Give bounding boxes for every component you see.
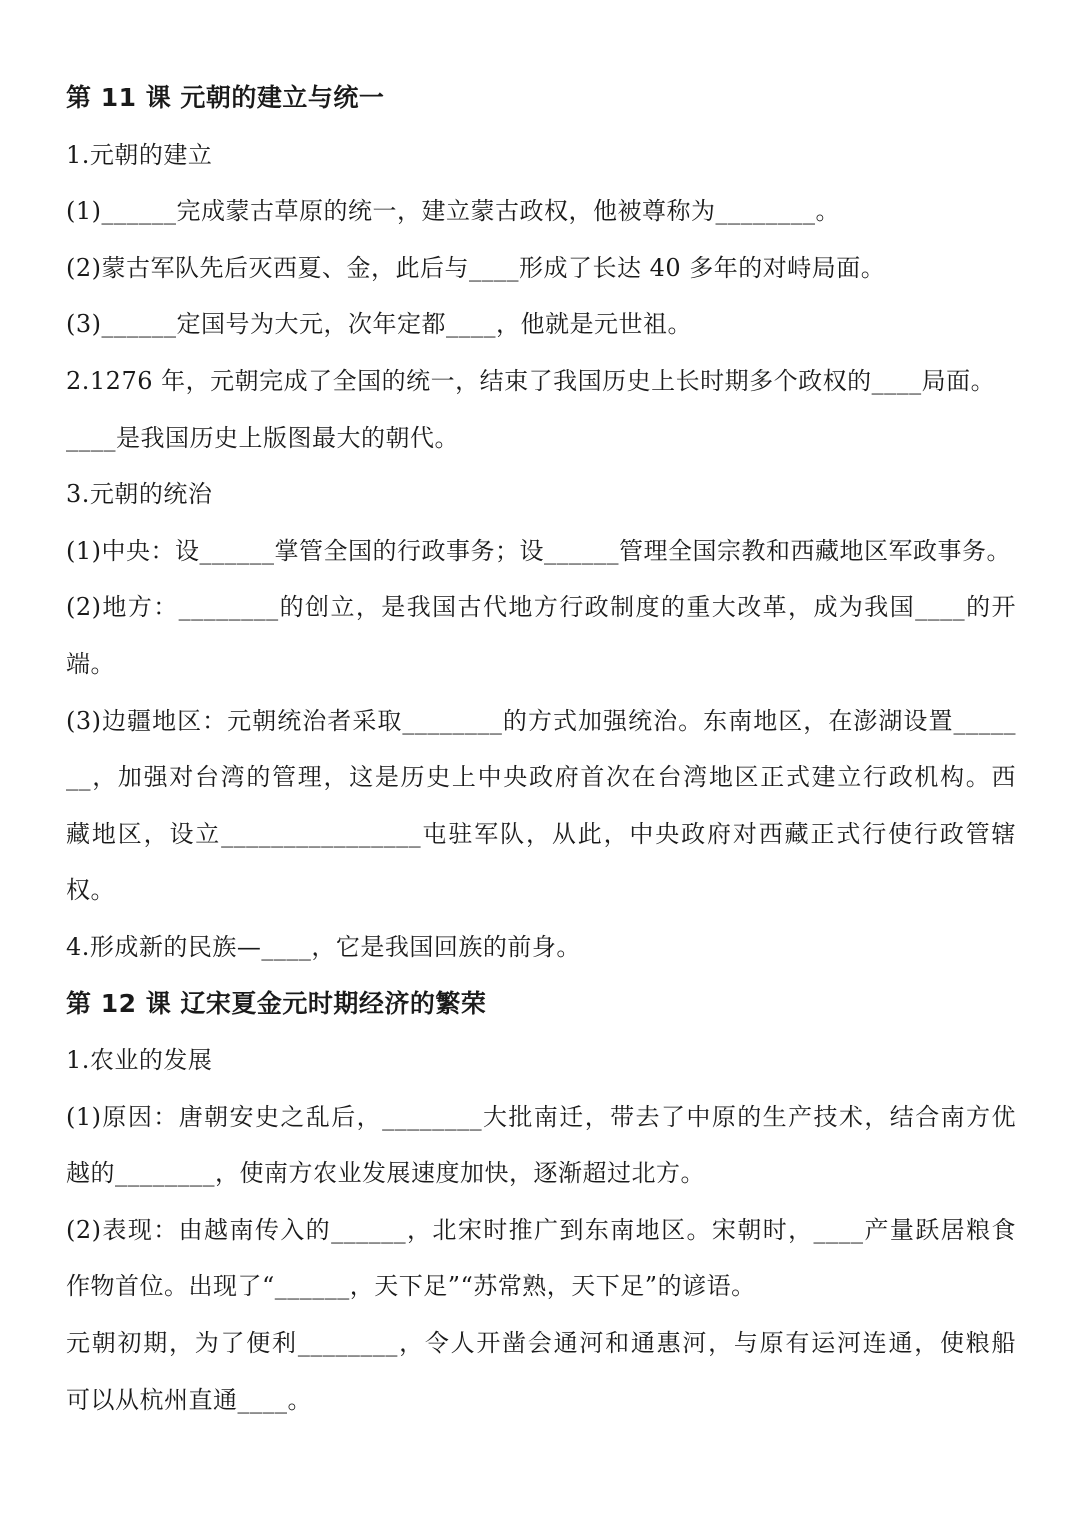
question-3-3-cont-3: 权。 bbox=[66, 876, 115, 905]
section-2-text: 2.1276 年，元朝完成了全国的统一，结束了我国历史上长时期多个政权的____局面。 bbox=[66, 366, 996, 395]
question-3-2-cont: 端。 bbox=[66, 649, 115, 678]
question-3-3-cont-1: __，加强对台湾的管理，这是历史上中央政府首次在台湾地区正式建立行政机构。西 bbox=[66, 763, 1016, 792]
l12-question-1-1: (1)原因：唐朝安史之乱后，________大批南迁，带去了中原的生产技术，结合南方优 bbox=[66, 1102, 1016, 1131]
section-2-text-cont: ____是我国历史上版图最大的朝代。 bbox=[66, 423, 459, 452]
section-4-text: 4.形成新的民族—____，它是我国回族的前身。 bbox=[66, 932, 581, 961]
lesson-12-title: 第 12 课 辽宋夏金元时期经济的繁荣 bbox=[66, 988, 487, 1018]
question-3-3: (3)边疆地区：元朝统治者采取________的方式加强统治。东南地区，在澎湖设置_____ bbox=[66, 706, 1016, 735]
section-1-heading: 1.元朝的建立 bbox=[66, 140, 213, 169]
question-1-2: (2)蒙古军队先后灭西夏、金，此后与____形成了长达 40 多年的对峙局面。 bbox=[66, 253, 886, 282]
l12-section-1-heading: 1.农业的发展 bbox=[66, 1046, 213, 1075]
question-3-2: (2)地方：________的创立，是我国古代地方行政制度的重大改革，成为我国____的开 bbox=[66, 593, 1016, 622]
section-3-heading: 3.元朝的统治 bbox=[66, 480, 213, 509]
l12-question-1-2-cont: 作物首位。出现了“______，天下足”“苏常熟，天下足”的谚语。 bbox=[66, 1272, 756, 1301]
question-1-3: (3)______定国号为大元，次年定都____，他就是元世祖。 bbox=[66, 310, 692, 339]
question-3-3-cont-2: 藏地区，设立________________屯驻军队，从此，中央政府对西藏正式行使行政管辖 bbox=[66, 819, 1016, 848]
l12-paragraph-canal-cont: 可以从杭州直通____。 bbox=[66, 1385, 312, 1414]
l12-question-1-1-cont: 越的________，使南方农业发展速度加快，逐渐超过北方。 bbox=[66, 1159, 705, 1188]
worksheet-page bbox=[66, 70, 1016, 1428]
l12-paragraph-canal: 元朝初期，为了便利________，令人开凿会通河和通惠河，与原有运河连通，使粮船 bbox=[66, 1329, 1016, 1358]
question-3-1: (1)中央：设______掌管全国的行政事务；设______管理全国宗教和西藏地区军政事务。 bbox=[66, 536, 1011, 565]
question-1-1: (1)______完成蒙古草原的统一，建立蒙古政权，他被尊称为________。 bbox=[66, 197, 840, 226]
lesson-11-title: 第 11 课 元朝的建立与统一 bbox=[66, 83, 385, 112]
l12-question-1-2: (2)表现：由越南传入的______，北宋时推广到东南地区。宋朝时，____产量跃居粮食 bbox=[66, 1215, 1016, 1244]
